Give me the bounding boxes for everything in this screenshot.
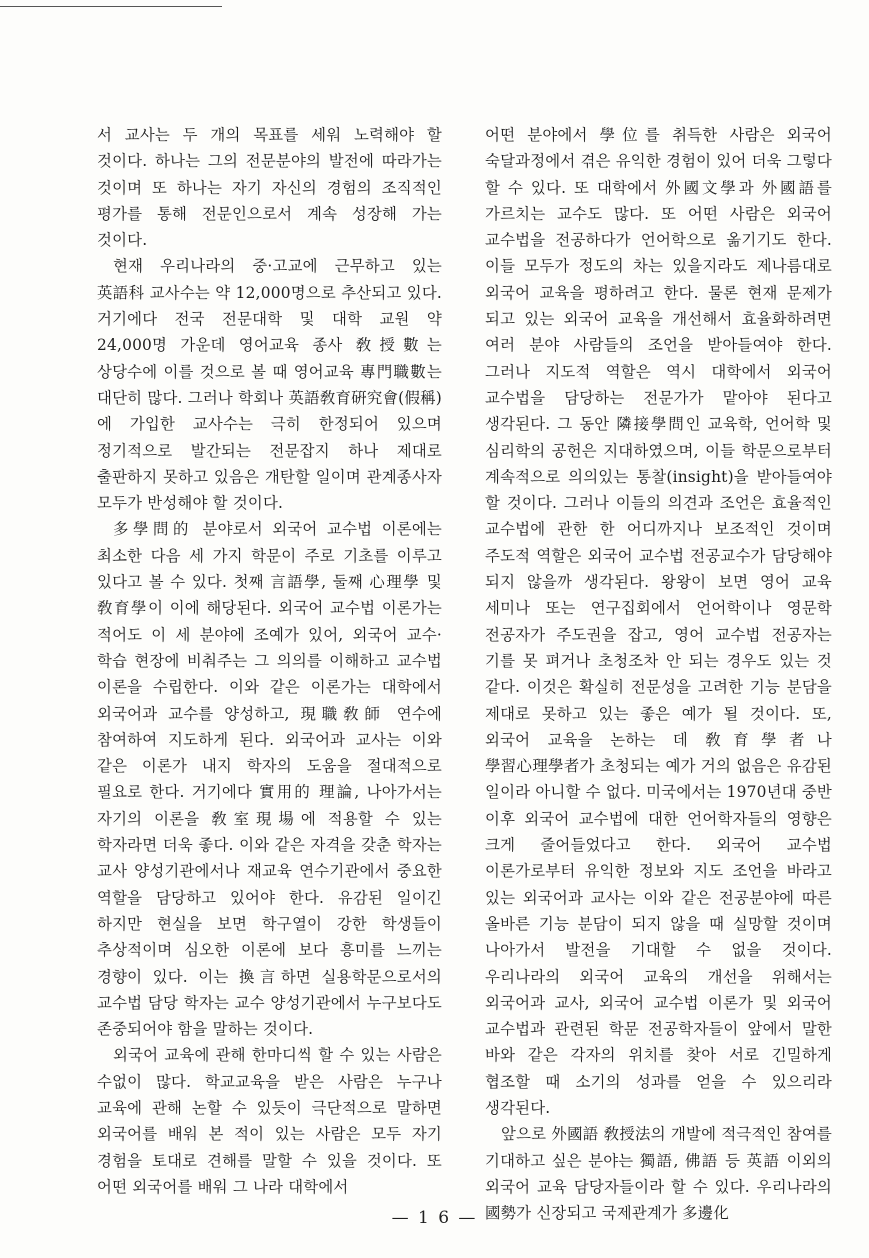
page-number: — 1 6 — — [391, 1208, 478, 1228]
paragraph-interdisciplinary: 多學問的 분야로서 외국어 교수법 이론에는 최소한 다음 세 가지 학문이 주로 기초를 이루고 있다고 볼 수 있다. 첫째 言語學, 둘째 心理學 및 敎育學이 이에 해당된다. 외국어 교수법 이론가는 적어도 이 세 분야에 조예가 있어, 외국어 교수·학습 현장에 비춰주는 그 의의를 이해하고 교수법 이론을 수립한다. 이와 같은 이론가는 대학에서 외국어과 교수를 양성하고, 現職敎師 연수에 참여하여 지도하게 된다. 외국어과 교사는 이와 같은 이론가 내지 학자의 도움을 절대적으로 필요로 한다. 거기에다 實用的 理論, 나아가서는 자기의 이론을 敎室現場에 적용할 수 있는 학자라면 더욱 좋다. 이와 같은 자격을 갖춘 학자는 교사 양성기관에서나 재교육 연수기관에서 중요한 역할을 담당하고 있어야 한다. 유감된 일이긴 하지만 현실을 보면 학구열이 강한 학생들이 추상적이며 심오한 이론에 보다 흥미를 느끼는 경향이 있다. 이는 換言하면 실용학문으로서의 교수법 담당 학자는 교수 양성기관에서 누구보다도 존중되어야 함을 말하는 것이다. — [97, 520, 442, 1039]
paragraph-continuation: 서 교사는 두 개의 목표를 세워 노력해야 할 것이다. 하나는 그의 전문분야의 발전에 따라가는 것이며 또 하나는 자기 자신의 경험의 조직적인 평가를 통해 전문인으로서 계속 성장해 가는 것이다. — [97, 126, 442, 250]
paragraph-role-division: 어떤 분야에서 學位를 취득한 사람은 외국어 숙달과정에서 겪은 유익한 경험이 있어 더욱 그렇다 할 수 있다. 또 대학에서 外國文學과 外國語를 가르치는 교수도 많다. 또 어떤 사람은 외국어 교수법을 전공하다가 언어학으로 옮기기도 한다. 이들 모두가 정도의 차는 있을지라도 제나름대로 외국어 교육을 평하려고 한다. 물론 현재 문제가 되고 있는 외국어 교육을 개선해서 효율화하려면 여러 분야 사람들의 조언을 받아들여야 한다. 그러나 지도적 역할은 역시 대학에서 외국어 교수법을 담당하는 전문가가 맡아야 된다고 생각된다. 그 동안 隣接學問인 교육학, 언어학 및 심리학의 공헌은 지대하였으며, 이들 학문으로부터 계속적으로 의의있는 통찰(insight)을 받아들여야 할 것이다. 그러나 이들의 의견과 조언은 효율적인 교수법에 관한 한 어디까지나 보조적인 것이며 주도적 역할은 외국어 교수법 전공교수가 담당해야 되지 않을까 생각된다. 왕왕이 보면 영어 교육 세미나 또는 연구집회에서 언어학이나 영문학 전공자가 주도권을 잡고, 영어 교수법 전공자는 기를 못 펴거나 초청조차 안 되는 경우도 있는 것 같다. 이것은 확실히 전문성을 고려한 기능 분담을 제대로 못하고 있는 좋은 예가 될 것이다. 또, 외국어 교육을 논하는 데 敎育學者나 學習心理學者가 초청되는 예가 거의 없음은 유감된 일이라 아니할 수 없다. 미국에서는 1970년대 중반 이후 외국어 교수법에 대한 언어학자들의 영향은 크게 줄어들었다고 한다. 외국어 교수법 이론가로부터 유익한 정보와 지도 조언을 바라고 있는 외국어과 교사는 이와 같은 전공분야에 따른 올바른 기능 분담이 되지 않을 때 실망할 것이며 나아가서 발전을 기대할 수 없을 것이다. 우리나라의 외국어 교육의 개선을 위해서는 외국어과 교사, 외국어 교수법 이론가 및 외국어 교수법과 관련된 학문 전공학자들이 앞에서 말한 바와 같은 각자의 위치를 찾아 서로 긴밀하게 협조할 때 소기의 성과를 얻을 수 있으리라 생각된다. — [485, 126, 832, 1117]
paragraph-future-outlook: 앞으로 外國語 敎授法의 개발에 적극적인 참여를 기대하고 싶은 분야는 獨語, 佛語 등 英語 이외의 외국어 교육 담당자들이라 할 수 있다. 우리나라의 國勢가 신장되고 국제관계가 多邊化 — [485, 1125, 832, 1223]
left-column — [97, 122, 442, 1200]
right-column — [485, 122, 832, 1226]
paragraph-teacher-count: 현재 우리나라의 중·고교에 근무하고 있는 英語科 교사수는 약 12,000명으로 추산되고 있다. 거기에다 전국 전문대학 및 대학 교원 약 24,000명 가운데 영어교육 종사 敎授數는 상당수에 이를 것으로 볼 때 영어교육 專門職數는 대단히 많다. 그러나 학회나 英語敎育硏究會(假稱)에 가입한 교사수는 극히 한정되어 있으며 정기적으로 발간되는 전문잡지 하나 제대로 출판하지 못하고 있음은 개탄할 일이며 관계종사자 모두가 반성해야 할 것이다. — [97, 257, 442, 513]
top-rule-line — [0, 6, 222, 7]
paragraph-opinions: 외국어 교육에 관해 한마디씩 할 수 있는 사람은 수없이 많다. 학교교육을 받은 사람은 누구나 교육에 관해 논할 수 있듯이 극단적으로 말하면 외국어를 배워 본 적이 있는 사람은 모두 자기 경험을 토대로 견해를 말할 수 있을 것이다. 또 어떤 외국어를 배워 그 나라 대학에서 — [97, 1046, 442, 1196]
